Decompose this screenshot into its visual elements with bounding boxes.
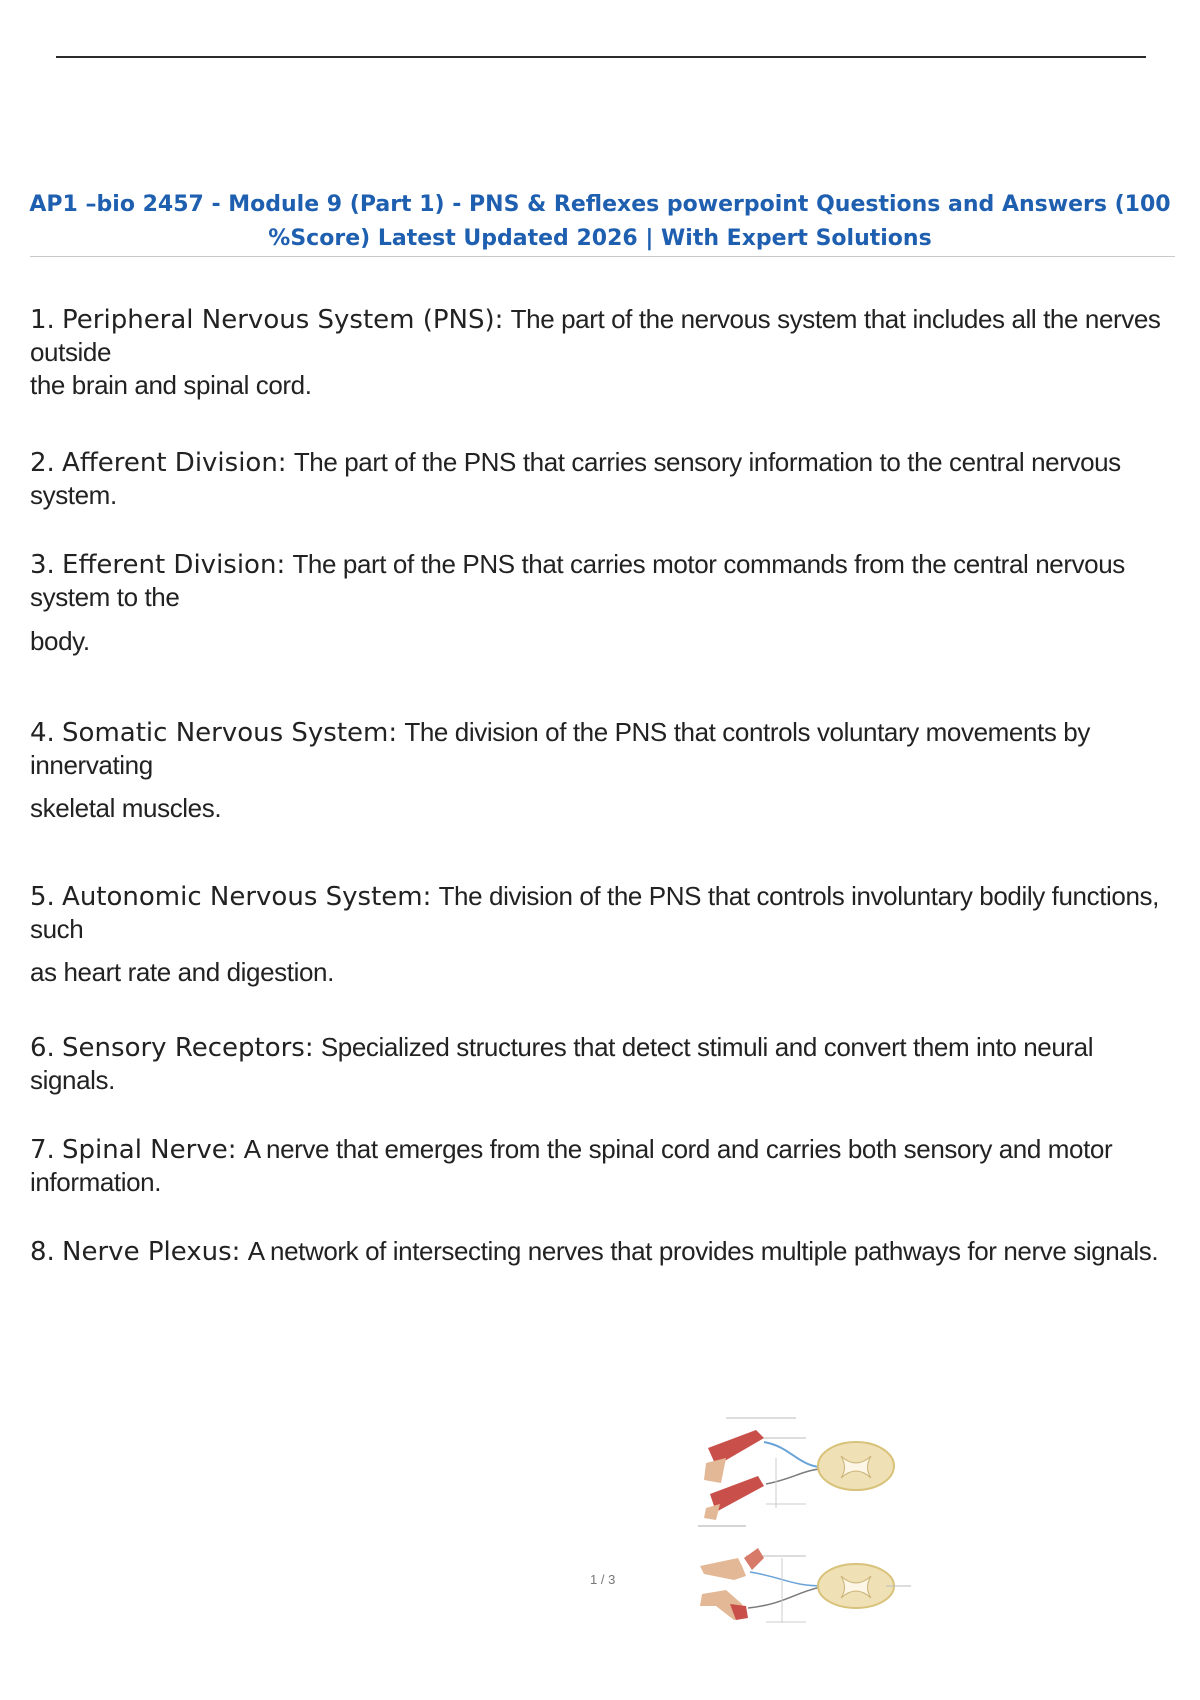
item-definition: The part of the PNS that carries motor commands from the central nervous system to the <box>30 549 1125 612</box>
item-number: 6. <box>30 1033 55 1063</box>
list-item <box>30 716 1170 781</box>
title-underline <box>30 256 1175 257</box>
list-item <box>30 1235 1170 1268</box>
list-item <box>30 303 1170 368</box>
item-definition: The division of the PNS that controls voluntary movements by innervating <box>30 717 1090 780</box>
item-term: Peripheral Nervous System (PNS): <box>62 305 504 335</box>
item-number: 7. <box>30 1135 55 1165</box>
item-number: 4. <box>30 718 55 748</box>
item-term: Autonomic Nervous System: <box>62 882 432 912</box>
item-number: 1. <box>30 305 55 335</box>
item-term: Nerve Plexus: <box>62 1237 241 1267</box>
document-title <box>10 188 1190 256</box>
item-continuation: the brain and spinal cord. <box>30 370 312 400</box>
item-number: 2. <box>30 448 55 478</box>
item-number: 5. <box>30 882 55 912</box>
title-line-2: %Score) Latest Updated 2026 | With Expert Solutions <box>268 226 932 251</box>
item-definition: Specialized structures that detect stimuli and convert them into neural signals. <box>30 1032 1094 1095</box>
item-definition: The part of the PNS that carries sensory information to the central nervous system. <box>30 447 1121 510</box>
list-item <box>30 446 1170 511</box>
item-continuation: as heart rate and digestion. <box>30 957 334 987</box>
item-number: 3. <box>30 550 55 580</box>
item-term: Spinal Nerve: <box>62 1135 237 1165</box>
reflex-arc-illustration <box>686 1408 916 1628</box>
item-term: Somatic Nervous System: <box>62 718 398 748</box>
list-item <box>30 1031 1170 1096</box>
list-item <box>30 880 1170 945</box>
item-term: Afferent Division: <box>62 448 287 478</box>
item-definition: The division of the PNS that controls involuntary bodily functions, such <box>30 881 1159 944</box>
item-definition: A network of intersecting nerves that provides multiple pathways for nerve signals. <box>247 1236 1159 1266</box>
item-number: 8. <box>30 1237 55 1267</box>
top-divider <box>56 56 1146 58</box>
item-definition: The part of the nervous system that includes all the nerves outside <box>30 304 1161 367</box>
item-continuation: body. <box>30 626 90 656</box>
item-definition: A nerve that emerges from the spinal cord and carries both sensory and motor information. <box>30 1134 1113 1197</box>
list-item <box>30 548 1170 613</box>
title-line-1: AP1 –bio 2457 - Module 9 (Part 1) - PNS & Reflexes powerpoint Questions and Answers (100 <box>29 192 1171 217</box>
item-term: Sensory Receptors: <box>62 1033 314 1063</box>
page-number: 1 / 3 <box>590 1572 616 1587</box>
item-term: Efferent Division: <box>62 550 286 580</box>
list-item <box>30 1133 1170 1198</box>
item-continuation: skeletal muscles. <box>30 793 222 823</box>
